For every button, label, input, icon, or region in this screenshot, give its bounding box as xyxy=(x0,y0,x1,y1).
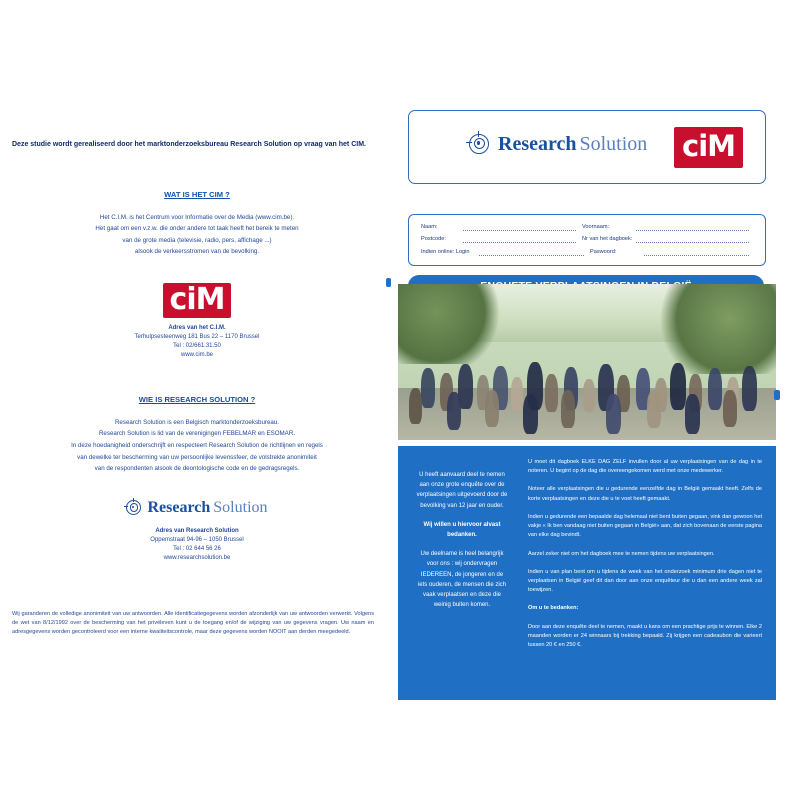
rs-logo-light: Solution xyxy=(213,498,268,516)
rs-line: van dewelke ter bescherming van uw persoonlijke levenssfeer, de volstrekte anonimiteit xyxy=(77,453,317,461)
respondent-form-card xyxy=(408,214,766,266)
rs-address xyxy=(12,527,382,563)
input-naam[interactable] xyxy=(463,223,576,231)
cim-address xyxy=(12,324,382,360)
instructions-right-column xyxy=(528,458,762,659)
photo-crowd xyxy=(398,336,776,444)
label-online-login: Indien online: Login xyxy=(421,248,470,255)
rs-section-body xyxy=(12,418,382,474)
page-edge-accent-right xyxy=(774,390,780,400)
page-edge-accent-left xyxy=(386,278,391,287)
rs-logo-bold: Research xyxy=(147,498,211,516)
cim-address-line: Terhulpsesteenweg 181 Bus 22 – 1170 Brussel xyxy=(134,334,260,341)
research-solution-section xyxy=(12,394,382,563)
right-col-paragraph: U moet dit dagboek ELKE DAG ZELF invullen door al uw verplaatsingen van de dag in te noteren. U begint op de dag die overeengekomen werd met onze medewerker. xyxy=(528,459,762,475)
privacy-legal-text: Wij garanderen de volledige anonimiteit van uw antwoorden. Alle identificatiegegevens worden afzonderlijk van uw antwoorden verwerkt. Volgens de wet van 8/12/1992 over de bescherming van het privéleven kunt u de toegang en/of de wijziging van uw gegevens vragen. Uw naam en adresgegevens worden gecontroleerd voor een interne kwaliteitscontrole, maar deze gegevens worden NOOIT aan derden meegedeeld. xyxy=(12,611,374,635)
left-col-paragraph: Uw deelname is heel belangrijk voor ons : wij ondervragen IEDEREEN, de jongeren en de iets ouderen, de mensen die zich vaak verplaatsen en deze die weinig buiten komen. xyxy=(417,551,507,609)
left-col-paragraph-thanks: Wij willen u hiervoor alvast bedanken. xyxy=(423,521,501,538)
label-voornaam: Voornaam: xyxy=(582,223,610,230)
cim-line: Het C.I.M. is het Centrum voor Informatie over de Media (www.cim.be). xyxy=(99,213,295,221)
intro-line: Deze studie wordt gerealiseerd door het marktonderzoeksbureau Research Solution op vraag van het CIM. xyxy=(12,141,366,148)
label-dagboek: Nr van het dagboek: xyxy=(582,235,633,242)
cim-line: van de grote media (televisie, radio, pers, affichage ...) xyxy=(122,236,272,244)
right-col-paragraph: Indien u van plan bent om u tijdens de week van het onderzoek minimum drie dagen niet te verplaatsen in België geef dit dan door aan onze enquêteur die u dan een andere week zal toewijzen. xyxy=(528,568,762,594)
brochure-cim-logo: ciM xyxy=(674,127,743,168)
rs-line: Research Solution is lid van de verenigingen FEBELMAR en ESOMAR. xyxy=(98,430,296,438)
form-row-name xyxy=(421,221,755,232)
right-col-paragraph: Noteer alle verplaatsingen die u gedurende eenzelfde dag in België gemaakt heeft. Zelfs de korte verplaatsingen en deze die u te voet heeft gemaakt. xyxy=(528,486,762,502)
cim-address-title: Adres van het C.I.M. xyxy=(168,325,226,332)
brochure-research-solution-logo xyxy=(469,133,647,156)
left-col-paragraph: U heeft aanvaard deel te nemen aan onze grote enquête over de verplaatsingen uitgevoerd door de bevolking van 12 jaar en ouder. xyxy=(416,472,508,509)
rs-address-line: Oppemstraat 94-96 – 1050 Brussel xyxy=(150,536,244,543)
rs-address-title: Adres van Research Solution xyxy=(155,527,239,534)
instructions-left-column xyxy=(416,470,508,619)
rs-section-title: WIE IS RESEARCH SOLUTION ? xyxy=(138,395,256,405)
right-col-paragraph: Door aan deze enquête deel te nemen, maakt u kans om een prachtige prijs te winnen. Elke 2 maanden worden er 24 winnaars bij trekking bepaald. Zij krijgen een cadeaubon die varieert tussen 20 € en 250 €. xyxy=(528,623,762,649)
right-col-paragraph: Aarzel zeker niet om het dagboek mee te nemen tijdens uw verplaatsingen. xyxy=(528,550,715,557)
target-icon xyxy=(469,134,491,156)
cim-address-line: www.cim.be xyxy=(180,352,213,359)
label-paswoord: Paswoord: xyxy=(590,248,617,255)
cim-logo xyxy=(12,283,382,318)
input-voornaam[interactable] xyxy=(636,223,749,231)
cim-logo-text: ciM xyxy=(163,283,232,318)
panel-top-strip xyxy=(398,440,776,446)
cim-section xyxy=(12,189,382,360)
left-info-panel xyxy=(12,140,382,685)
right-col-paragraph-heading: Om u te bedanken: xyxy=(528,605,579,612)
cim-section-title: WAT IS HET CIM ? xyxy=(164,189,230,199)
rs-line: Research Solution is een Belgisch marktonderzoeksbureau. xyxy=(114,418,280,426)
cim-section-body xyxy=(12,213,382,257)
form-row-postcode xyxy=(421,233,755,244)
rs-address-line: www.researchsolution.be xyxy=(163,554,231,561)
input-login[interactable] xyxy=(479,248,584,256)
instructions-panel xyxy=(398,440,776,700)
brochure-rs-bold: Research xyxy=(498,133,577,155)
label-postcode: Postcode: xyxy=(421,235,446,242)
brochure-rs-light: Solution xyxy=(579,133,648,155)
input-postcode[interactable] xyxy=(463,235,576,243)
label-naam: Naam: xyxy=(421,223,438,230)
right-col-paragraph: Indien u gedurende een bepaalde dag helemaal niet bent buiten gegaan, vink dan gewoon het vakje « Ik ben vandaag niet buiten gegaan in België» aan, dat zich bovenaan de eerste pagina van elke dag bevindt. xyxy=(528,513,762,539)
cim-line: alsook de verkeersstromen van de bevolking. xyxy=(134,248,260,256)
rs-line: In deze hoedanigheid onderschrijft en respecteert Research Solution de richtlijnen en regels xyxy=(71,442,323,450)
rs-line: van de respondenten alsook de deontologische code en de gedragsregels. xyxy=(94,465,300,473)
input-dagboek[interactable] xyxy=(636,235,749,243)
brochure-header-card xyxy=(408,110,766,184)
rs-address-line: Tel : 02 644 56 26 xyxy=(173,545,221,552)
cim-address-line: Tel : 02/661.31.50 xyxy=(173,343,221,350)
form-row-login xyxy=(421,246,755,257)
brochure-panel xyxy=(390,110,776,700)
input-paswoord[interactable] xyxy=(644,248,749,256)
target-icon xyxy=(126,500,142,516)
cover-photo xyxy=(398,284,776,444)
cim-line: Het gaat om een v.z.w. die onder andere tot taak heeft het bereik te meten xyxy=(95,225,299,233)
research-solution-logo xyxy=(12,496,382,521)
